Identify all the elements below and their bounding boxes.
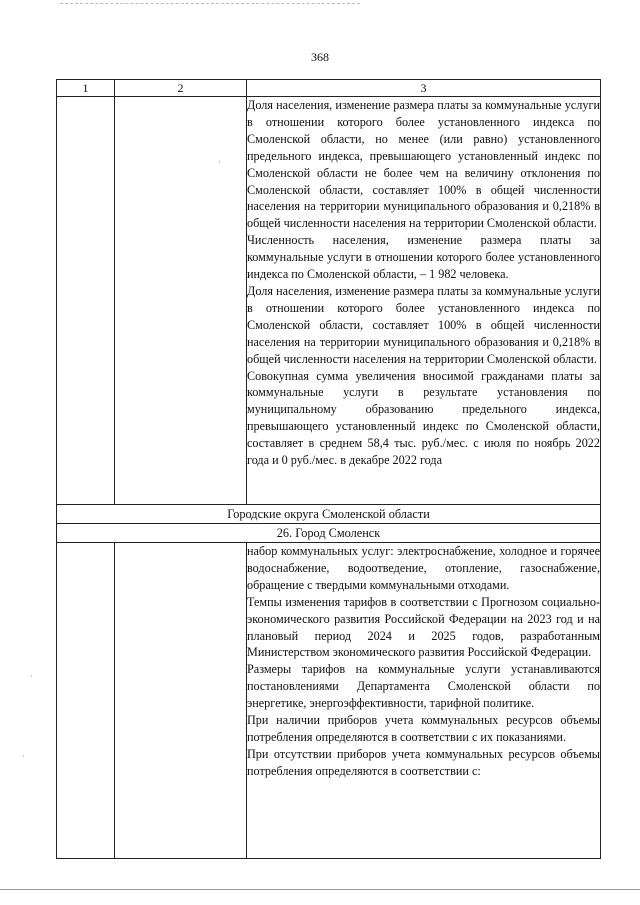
header-col-3: 3: [247, 80, 601, 97]
subsection-heading: 26. Город Смоленск: [57, 524, 601, 543]
cell-text-block-2: [247, 543, 601, 859]
scan-artifact-bottom: [0, 889, 640, 890]
scan-speck: ·: [218, 158, 221, 167]
paragraph: Доля населения, изменение размера платы за коммунальные услуги в отношении которого более установленного индекса по Смоленской области, но менее (или равно) установленного предельного индекса, превышающего установленный индекс по Смоленской области не более чем на величину отклонения по Смоленской области, составляет 100% в общей численности населения на территории муниципального образования и 0,218% в общей численности населения на территории Смоленской области.: [247, 98, 600, 231]
paragraph: Размеры тарифов на коммунальные услуги устанавливаются постановлениями Департамента Смоленской области по энергетике, энергоэффективности, тарифной политике.: [247, 662, 600, 711]
cell-empty-2: [115, 543, 247, 859]
paragraph: набор коммунальных услуг: электроснабжение, холодное и горячее водоснабжение, водоотведение, отопление, газоснабжение, обращение с твердыми коммунальными отходами.: [247, 544, 600, 592]
scan-artifact-top: [60, 3, 360, 6]
cell-text-block-1: [247, 97, 601, 505]
cell-empty-1: [57, 543, 115, 859]
paragraph: При наличии приборов учета коммунальных ресурсов объемы потребления определяются в соответствии с их показаниями.: [247, 713, 600, 744]
header-col-1: 1: [57, 80, 115, 97]
cell-empty-2: [115, 97, 247, 505]
section-heading: Городские округа Смоленской области: [57, 505, 601, 524]
document-table: [56, 79, 601, 859]
table-row-smolensk: [57, 543, 601, 859]
paragraph: Совокупная сумма увеличения вносимой гражданами платы за коммунальные услуги в результате установления по муниципальному образованию предельного индекса, превышающего установленный индекс по Смоленской области, составляет в среднем 58,4 тыс. руб./мес. с июля по ноябрь 2022 года и 0 руб./мес. в декабре 2022 года: [247, 368, 600, 468]
header-col-2: 2: [115, 80, 247, 97]
subsection-heading-row: [57, 524, 601, 543]
table-header-row: [57, 80, 601, 97]
table-row-continuation: [57, 97, 601, 505]
page-number: 368: [311, 50, 329, 64]
paragraph: Темпы изменения тарифов в соответствии с Прогнозом социально-экономического развития Российской Федерации на 2023 год и на плановый период 2024 и 2025 годов, разработанным Министерством экономического развития Российской Федерации.: [247, 594, 600, 660]
section-heading-row: [57, 505, 601, 524]
paragraph: Численность населения, изменение размера платы за коммунальные услуги в отношении которого более установленного индекса по Смоленской области, – 1 982 человека.: [247, 233, 600, 282]
paragraph: Доля населения, изменение размера платы за коммунальные услуги в отношении которого более установленного индекса по Смоленской области, составляет 100% в общей численности населения на территории муниципального образования и 0,218% в общей численности населения на территории Смоленской области.: [247, 283, 600, 366]
paragraph: При отсутствии приборов учета коммунальных ресурсов объемы потребления определяются в соответствии с:: [247, 746, 600, 778]
scan-speck: ·: [30, 672, 33, 681]
scan-speck: ·: [22, 752, 25, 761]
cell-empty-1: [57, 97, 115, 505]
